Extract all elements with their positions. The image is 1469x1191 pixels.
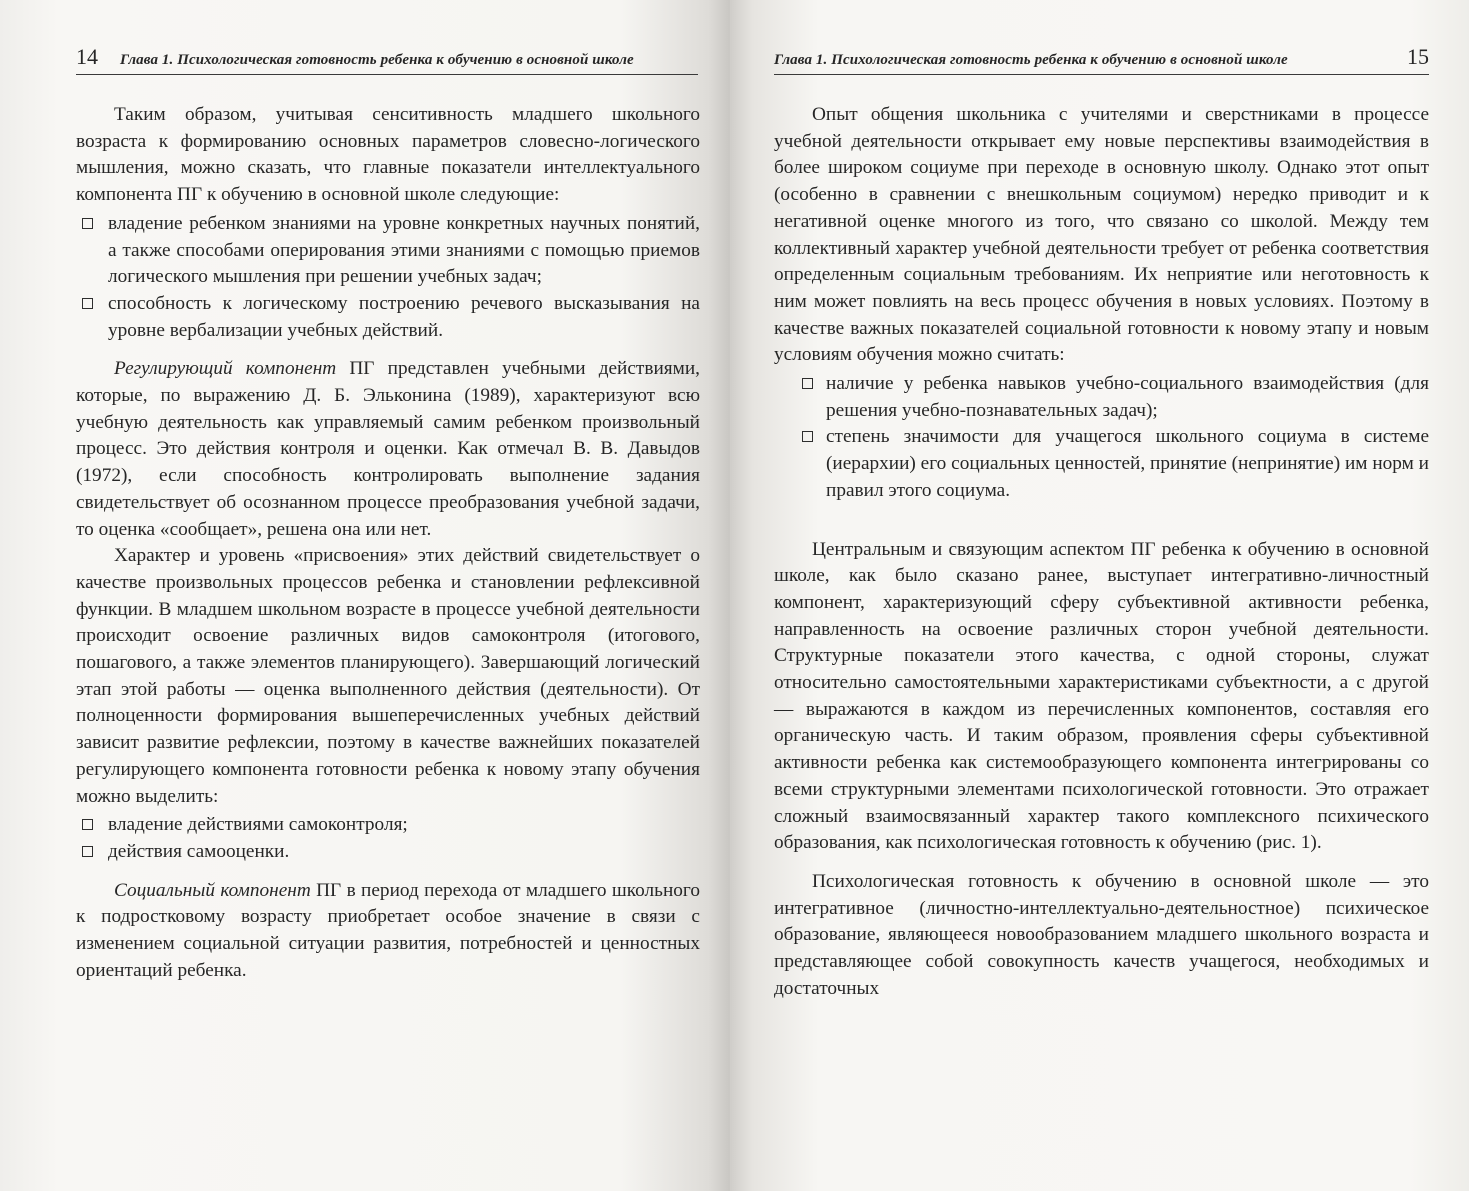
list-item-text: владение ребенком знаниями на уровне конкретных научных понятий, а также способами оперирования этими знаниями с помощью приемов логического мышления при решении учебных задач;: [108, 212, 700, 288]
left-list-regulating: [76, 812, 700, 865]
list-item: [774, 371, 1429, 424]
left-paragraph-social: [76, 878, 700, 985]
right-page-number: 15: [1407, 44, 1429, 69]
list-item: [76, 291, 700, 344]
term-regulating-component: Регулирующий компонент: [114, 358, 337, 380]
term-social-component: Социальный компонент: [114, 879, 311, 901]
left-list-intellectual: [76, 211, 700, 345]
right-paragraph-2: Центральным и связующим аспектом ПГ ребенка к обучению в основной школе, как было сказано ранее, выступает интегративно-личностный компонент, характеризующий сферу субъективной активности ребенка, направленность на освоение различных сторон учебной деятельности. Структурные показатели этого качества, с одной стороны, служат относительно самостоятельными характеристиками субъектности, а с другой — выражаются в каждом из перечисленных компонентов, составляя его органическую часть. И таким образом, проявления сферы субъективной активности ребенка как системообразующего компонента интегрированы со всеми структурными элементами психологической готовности. Это отражает сложный взаимосвязанный характер такого комплексного психического образования, как психологическая готовность к обучению (рис. 1).: [774, 538, 1429, 854]
list-item-text: владение действиями самоконтроля;: [108, 814, 408, 836]
left-paragraph-regulating: [76, 356, 700, 543]
right-list-social: [774, 371, 1429, 505]
checkbox-bullet-icon: [82, 298, 93, 309]
list-item: [76, 839, 700, 866]
left-running-title: Глава 1. Психологическая готовность ребенка к обучению в основной школе: [120, 52, 634, 68]
left-page-number: 14: [76, 44, 98, 69]
paragraph-text: ПГ представлен учебными действиями, которые, по выражению Д. Б. Эльконина (1989), характеризуют всю учебную деятельность как управляемый самим ребенком произвольный процесс. Это действия контроля и оценки. Как отмечал В. В. Давыдов (1972), если способность контролировать выполнение задания свидетельствует об осознанном процессе преобразования учебной задачи, то оценка «сообщает», решена она или нет.: [76, 358, 700, 540]
checkbox-bullet-icon: [82, 218, 93, 229]
right-paragraph-1: Опыт общения школьника с учителями и сверстниками в процессе учебной деятельности открывает ему новые перспективы взаимодействия в более широком социуме при переходе в основную школу. Однако этот опыт (особенно в сравнении с внешкольным социумом) нередко приводит и к негативной оценке многого из того, что связано со школой. Между тем коллективный характер учебной деятельности требует от ребенка соответствия определенным социальным требованиям. Их неприятие или неготовность к ним может повлиять на весь процесс обучения в новых условиях. Поэтому в качестве важных показателей социальной готовности к новому этапу и новым условиям обучения можно считать:: [774, 104, 1429, 366]
list-item-text: наличие у ребенка навыков учебно-социального взаимодействия (для решения учебно-познавательных задач);: [826, 373, 1429, 421]
list-item: [76, 812, 700, 839]
checkbox-bullet-icon: [82, 819, 93, 830]
left-page-body: [76, 102, 700, 985]
list-item-text: действия самооценки.: [108, 840, 290, 862]
checkbox-bullet-icon: [82, 846, 93, 857]
right-paragraph-3: Психологическая готовность к обучению в основной школе — это интегративное (личностно-интеллектуально-деятельностное) психическое образование, являющееся новообразованием младшего школьного возраста и представляющее собой совокупность качеств учащегося, необходимых и достаточных: [774, 870, 1429, 999]
right-running-title: Глава 1. Психологическая готовность ребенка к обучению в основной школе: [774, 52, 1288, 68]
list-item-text: степень значимости для учащегося школьного социума в системе (иерархии) его социальных ценностей, принятие (непринятие) им норм и правил этого социума.: [826, 426, 1429, 501]
right-page-header: [774, 44, 1429, 75]
left-paragraph-3: Характер и уровень «присвоения» этих действий свидетельствует о качестве произвольных процессов ребенка и становлении рефлексивной функции. В младшем школьном возрасте в процессе учебной деятельности происходит освоение различных видов самоконтроля (итогового, пошагового, а также элементов планирующего). Завершающий логический этап этой работы — оценка выполненного действия (деятельности). От полноценности формирования вышеперечисленных учебных действий зависит развитие рефлексии, поэтому в качестве важнейших показателей регулирующего компонента готовности ребенка к новому этапу обучения можно выделить:: [76, 545, 700, 807]
list-item: [76, 211, 700, 291]
list-item: [774, 424, 1429, 504]
list-item-text: способность к логическому построению речевого высказывания на уровне вербализации учебных действий.: [108, 292, 700, 341]
left-page: [0, 0, 730, 1191]
left-paragraph-1: Таким образом, учитывая сенситивность младшего школьного возраста к формированию основных параметров словесно-логического мышления, можно сказать, что главные показатели интеллектуального компонента ПГ к обучению в основной школе следующие:: [76, 104, 700, 206]
checkbox-bullet-icon: [802, 378, 813, 389]
left-page-header: [76, 44, 698, 75]
paragraph-text: ПГ в период перехода от младшего школьного к подростковому возрасту приобретает особое значение в связи с изменением социальной ситуации развития, потребностей и ценностных ориентаций ребенка.: [76, 879, 700, 981]
right-page-body: [774, 102, 1429, 1003]
right-page: [730, 0, 1469, 1191]
checkbox-bullet-icon: [802, 431, 813, 442]
